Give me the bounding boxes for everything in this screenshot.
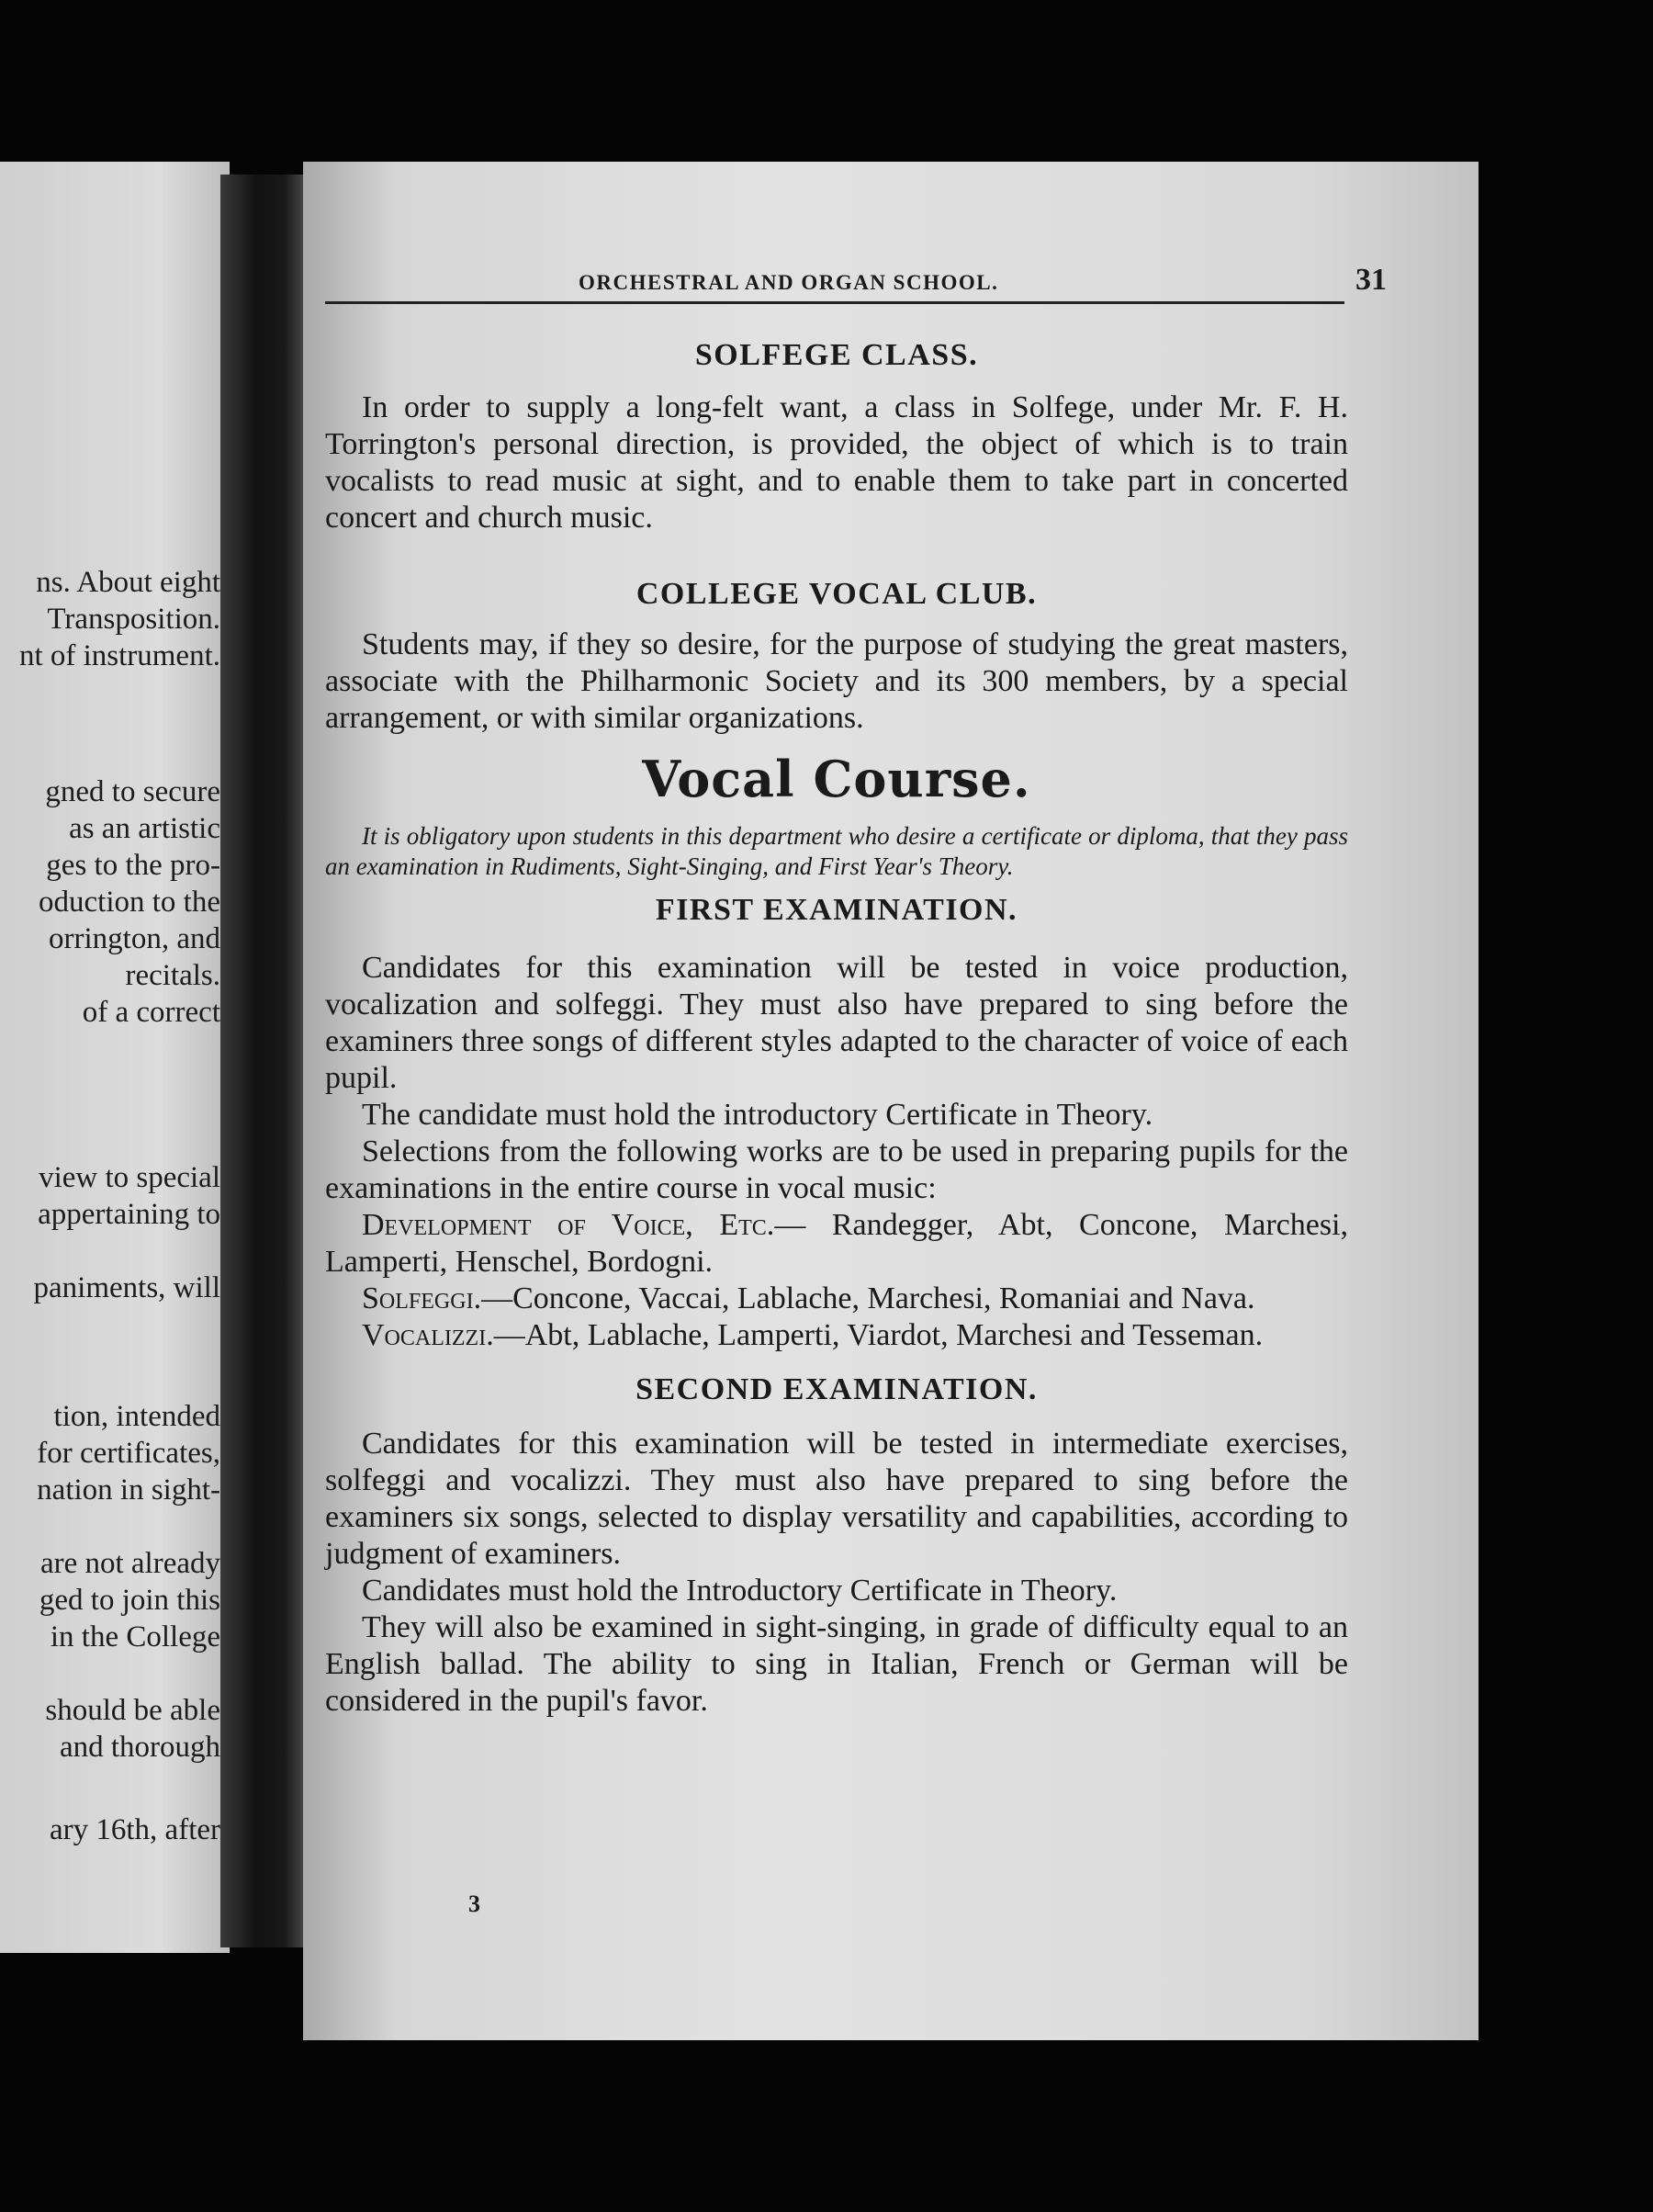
- left-page-line: of a correct: [82, 996, 220, 1029]
- left-page-line: nt of instrument.: [18, 639, 220, 672]
- main-page: [303, 162, 1479, 2040]
- vocal-club-paragraph: Students may, if they so desire, for the purpose of studying the great masters, associate with the Philharmonic Society and its 300 members, by a special arrangement, or with similar organizations.: [325, 627, 1348, 735]
- left-page-line: view to special: [39, 1161, 220, 1194]
- second-exam-title: SECOND EXAMINATION.: [635, 1372, 1038, 1406]
- left-page-line: recitals.: [125, 959, 220, 992]
- vocalizzi-label: Vocalizzi.: [362, 1318, 494, 1352]
- left-page-line: orrington, and: [49, 922, 220, 955]
- left-page-line: tion, intended: [53, 1400, 220, 1433]
- page-header: [579, 263, 1387, 298]
- second-exam-p3: They will also be examined in sight-singing, in grade of difficulty equal to an English ballad. The ability to sing in Italian, French or German will be considered in the pupil's favor.: [325, 1610, 1348, 1718]
- first-exam-title: FIRST EXAMINATION.: [655, 893, 1018, 927]
- page-number: 31: [1355, 263, 1387, 297]
- left-facing-page: [0, 162, 230, 1953]
- running-head: ORCHESTRAL AND ORGAN SCHOOL.: [579, 271, 999, 294]
- left-page-line: ged to join this: [39, 1584, 220, 1617]
- header-rule: [325, 301, 1344, 304]
- left-page-line: ary 16th, after: [50, 1813, 220, 1846]
- first-exam-solfeggi: [325, 1281, 1348, 1317]
- page-content: [325, 338, 1348, 1720]
- left-page-line: in the College: [50, 1620, 220, 1653]
- first-exam-vocalizzi: [325, 1317, 1348, 1354]
- solfege-title: SOLFEGE CLASS.: [694, 338, 979, 372]
- development-text: — Randegger, Abt, Concone, Marchesi, Lamperti, Henschel, Bordogni.: [325, 1208, 1348, 1279]
- left-page-line: and thorough: [59, 1731, 220, 1764]
- vocal-club-title: COLLEGE VOCAL CLUB.: [635, 577, 1038, 611]
- left-page-line: ges to the pro-: [46, 849, 220, 882]
- solfeggi-label: Solfeggi.: [362, 1281, 482, 1315]
- second-exam-p2: Candidates must hold the Introductory Certificate in Theory.: [362, 1574, 1118, 1608]
- left-page-line: oduction to the: [39, 886, 220, 919]
- vocal-course-note: It is obligatory upon students in this department who desire a certificate or diploma, that they pass an examination in Rudiments, Sight-Singing, and First Year's Theory.: [325, 822, 1348, 880]
- first-exam-p2: The candidate must hold the introductory Certificate in Theory.: [362, 1098, 1153, 1132]
- left-page-line: gned to secure: [45, 775, 220, 808]
- left-page-line: should be able: [45, 1694, 220, 1727]
- vocal-course-title: Vocal Course.: [642, 750, 1031, 808]
- signature-mark: 3: [468, 1890, 480, 1917]
- left-page-line: paniments, will: [33, 1271, 220, 1304]
- first-exam-p3: Selections from the following works are to be used in preparing pupils for the examinations in the entire course in vocal music:: [325, 1134, 1348, 1205]
- left-page-line: are not already: [39, 1547, 220, 1580]
- solfeggi-text: —Concone, Vaccai, Lablache, Marchesi, Romaniai and Nava.: [481, 1281, 1255, 1315]
- solfege-paragraph: In order to supply a long-felt want, a class in Solfege, under Mr. F. H. Torrington's personal direction, is provided, the object of which is to train vocalists to read music at sight, and to enable them to take part in concerted concert and church music.: [325, 390, 1348, 535]
- left-page-line: ns. About eight: [36, 566, 220, 599]
- second-exam-p1: Candidates for this examination will be tested in intermediate exercises, solfeggi and vocalizzi. They must also have prepared to sing before the examiners six songs, selected to display versatility and capabilities, according to judgment of examiners.: [325, 1427, 1348, 1571]
- left-page-line: appertaining to: [38, 1198, 220, 1231]
- development-label: Development of Voice, Etc.: [362, 1208, 775, 1242]
- first-exam-p1: Candidates for this examination will be tested in voice production, vocalization and solfeggi. They must also have prepared to sing before the examiners three songs of different styles adapted to the character of voice of each pupil.: [325, 951, 1348, 1095]
- first-exam-development: [325, 1207, 1348, 1281]
- left-page-line: for certificates,: [37, 1437, 220, 1470]
- book-gutter: [220, 175, 312, 1947]
- left-page-line: Transposition.: [47, 603, 220, 636]
- left-page-line: as an artistic: [69, 812, 220, 845]
- left-page-line: nation in sight-: [37, 1473, 220, 1507]
- vocalizzi-text: —Abt, Lablache, Lamperti, Viardot, Marchesi and Tesseman.: [493, 1318, 1264, 1352]
